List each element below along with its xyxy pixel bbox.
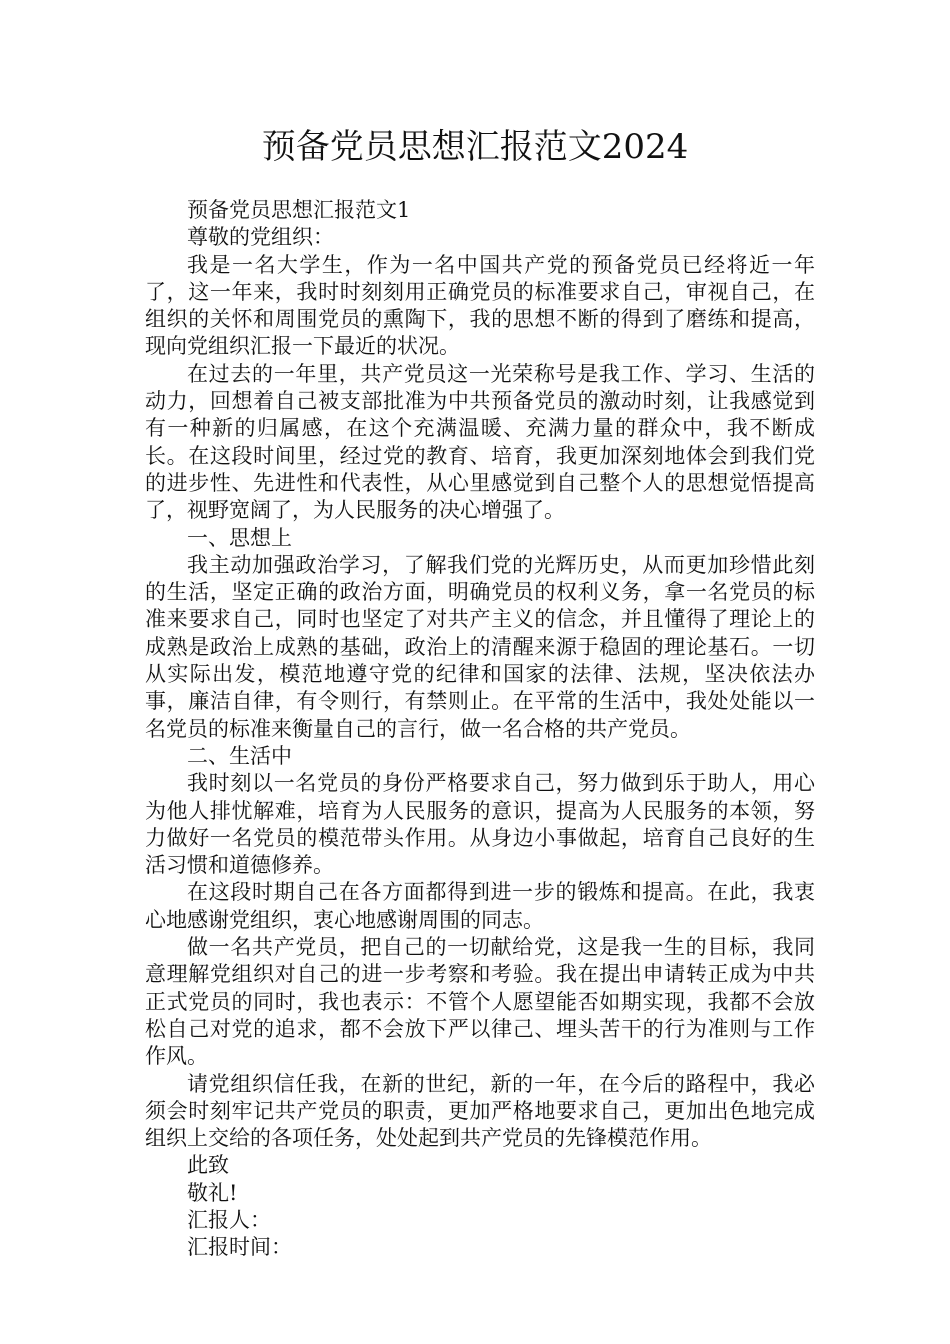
paragraph-intro: 我是一名大学生，作为一名中国共产党的预备党员已经将近一年了，这一年来，我时时刻刻用正确党员的标准要求自己，审视自己，在组织的关怀和周围党员的熏陶下，我的思想不断的得到了磨练和提高，现向党组织汇报一下最近的状况。 — [145, 252, 815, 359]
section-heading-life: 二、生活中 — [187, 743, 292, 768]
paragraph-thought: 我主动加强政治学习，了解我们党的光辉历史，从而更加珍惜此刻的生活，坚定正确的政治方面，明确党员的权利义务，拿一名党员的标准来要求自己，同时也坚定了对共产主义的信念，并且懂得了理论上的成熟是政治上成熟的基础，政治上的清醒来源于稳固的理论基石。一切从实际出发，模范地遵守党的纪律和国家的法律、法规，坚决依法办事，廉洁自律，有令则行，有禁则止。在平常的生活中，我处处能以一名党员的标准来衡量自己的言行，做一名合格的共产党员。 — [145, 552, 815, 741]
paragraph-life: 我时刻以一名党员的身份严格要求自己，努力做到乐于助人，用心为他人排忧解难，培育为人民服务的意识，提高为人民服务的本领，努力做好一名党员的模范带头作用。从身边小事做起，培育自己良好的生活习惯和道德修养。 — [145, 771, 815, 878]
document-body — [145, 197, 815, 1262]
closing-cizhi: 此致 — [187, 1153, 229, 1178]
closing-jingli: 敬礼! — [187, 1180, 238, 1205]
paragraph-past-year: 在过去的一年里，共产党员这一光荣称号是我工作、学习、生活的动力，回想着自己被支部批准为中共预备党员的激动时刻，让我感觉到有一种新的归属感，在这个充满温暖、充满力量的群众中，我不断成长。在这段时间里，经过党的教育、培育，我更加深刻地体会到我们党的进步性、先进性和代表性，从心里感觉到自己整个人的思想觉悟提高了，视野宽阔了，为人民服务的决心增强了。 — [145, 361, 815, 523]
document-title: 预备党员思想汇报范文2024 — [261, 127, 689, 167]
paragraph-thanks: 在这段时期自己在各方面都得到进一步的锻炼和提高。在此，我衷心地感谢党组织，衷心地感谢周围的同志。 — [145, 880, 815, 932]
report-date-label: 汇报时间： — [187, 1235, 292, 1260]
reporter-label: 汇报人： — [187, 1207, 271, 1232]
section-heading-essay-1: 预备党员思想汇报范文1 — [187, 198, 411, 222]
salutation: 尊敬的党组织： — [187, 225, 334, 250]
paragraph-goal: 做一名共产党员，把自己的一切献给党，这是我一生的目标，我同意理解党组织对自己的进一步考察和考验。我在提出申请转正成为中共正式党员的同时，我也表示：不管个人愿望能否如期实现，我都不会放松自己对党的追求，都不会放下严以律己、埋头苦干的行为准则与工作作风。 — [145, 935, 815, 1069]
section-heading-thought: 一、思想上 — [187, 525, 292, 550]
paragraph-request: 请党组织信任我，在新的世纪，新的一年，在今后的路程中，我必须会时刻牢记共产党员的职责，更加严格地要求自己，更加出色地完成组织上交给的各项任务，处处起到共产党员的先锋模范作用。 — [145, 1071, 815, 1151]
